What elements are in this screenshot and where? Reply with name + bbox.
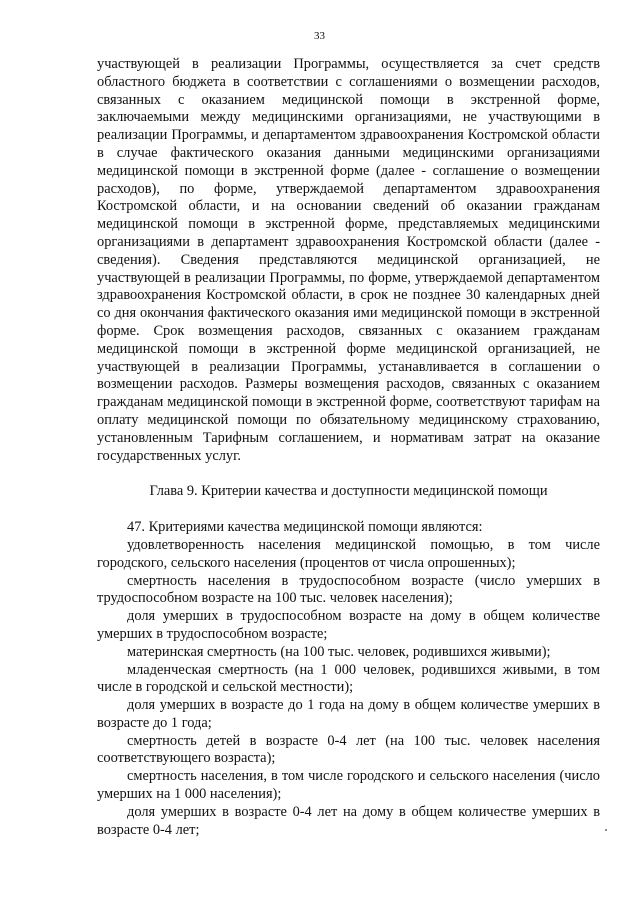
criterion-item: младенческая смертность (на 1 000 человек, родившихся живыми, в том числе в городской и сельской местности);	[97, 661, 600, 696]
document-body	[97, 56, 600, 839]
criterion-item: смертность населения, в том числе городского и сельского населения (число умерших на 1 000 населения);	[97, 768, 600, 803]
criterion-item: доля умерших в трудоспособном возрасте на дому в общем количестве умерших в трудоспособном возрасте;	[97, 608, 600, 642]
criterion-item: удовлетворенность населения медицинской помощью, в том числе городского, сельского населения (процентов от числа опрошенных);	[97, 536, 600, 571]
chapter-heading: Глава 9. Критерии качества и доступности медицинской помощи	[149, 483, 548, 500]
scan-speck	[605, 829, 607, 831]
criterion-item: материнская смертность (на 100 тыс. человек, родившихся живыми);	[127, 643, 551, 660]
intro-paragraph: участвующей в реализации Программы, осуществляется за счет средств областного бюджета в соответствии с соглашениями о возмещении расходов, связанных с оказанием медицинской помощи в экстренной форме, заключаемыми между медицинскими организациями, не участвующими в реализации Программы, и департаментом здравоохранения Костромской области в случае фактического оказания данными медицинскими организациями медицинской помощи в экстренной форме (далее - соглашение о возмещении расходов), по форме, утверждаемой департаментом здравоохранения Костромской области, и на основании сведений об оказании гражданам медицинской помощи в экстренной форме, представляемых медицинскими организациями в департамент здравоохранения Костромской области (далее - сведения). Сведения представляются медицинской организацией, не участвующей в реализации Программы, по форме, утверждаемой департаментом здравоохранения Костромской области, в срок не позднее 30 календарных дней со дня окончания фактического оказания ими медицинской помощи в экстренной форме. Срок возмещения расходов, связанных с оказанием гражданам медицинской помощи в экстренной форме медицинской организацией, не участвующей в реализации Программы, устанавливается в соглашении о возмещении расходов. Размеры возмещения расходов, связанных с оказанием гражданам медицинской помощи в экстренной форме, соответствуют тарифам на оплату медицинской помощи по обязательному медицинскому страхованию, установленным Тарифным соглашением, и нормативам затрат на оказание государственных услуг.	[97, 56, 600, 464]
criterion-item: смертность детей в возрасте 0-4 лет (на 100 тыс. человек населения соответствующего возраста);	[97, 732, 600, 767]
criterion-item: доля умерших в возрасте 0-4 лет на дому в общем количестве умерших в возрасте 0-4 лет;	[97, 803, 600, 838]
criterion-item: смертность населения в трудоспособном возрасте (число умерших в трудоспособном возрасте на 100 тыс. человек населения);	[97, 572, 600, 607]
page-number: 33	[314, 30, 325, 42]
criteria-intro: 47. Критериями качества медицинской помощи являются:	[127, 519, 483, 536]
criterion-item: доля умерших в возрасте до 1 года на дому в общем количестве умерших в возрасте до 1 года;	[97, 697, 600, 731]
